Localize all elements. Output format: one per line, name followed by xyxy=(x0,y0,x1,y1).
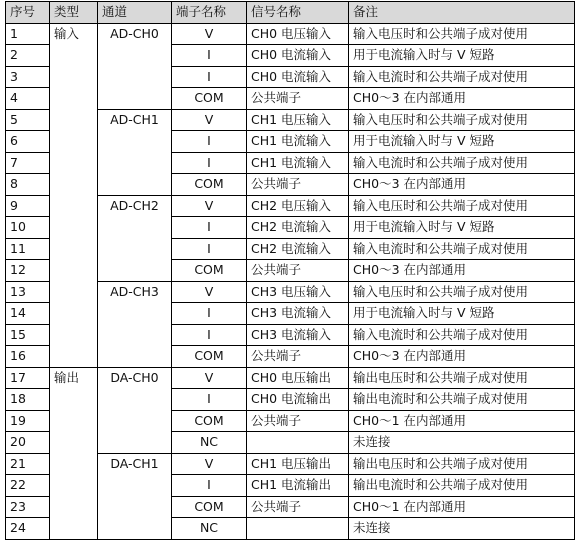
table-row xyxy=(6,23,575,45)
channel-cell: DA-CH1 xyxy=(98,453,172,539)
note-cell: 用于电流输入时与 V 短路 xyxy=(349,131,575,153)
row-number: 20 xyxy=(6,432,50,454)
terminal-name: V xyxy=(172,281,247,303)
signal-name: CH2 电流输入 xyxy=(247,238,349,260)
signal-name xyxy=(247,432,349,454)
signal-name: CH3 电流输入 xyxy=(247,303,349,325)
terminal-name: COM xyxy=(172,410,247,432)
note-cell: CH0～3 在内部通用 xyxy=(349,88,575,110)
signal-name: CH0 电压输入 xyxy=(247,23,349,45)
note-cell: CH0～3 在内部通用 xyxy=(349,174,575,196)
note-cell: 输入电流时和公共端子成对使用 xyxy=(349,66,575,88)
signal-name: CH3 电流输入 xyxy=(247,324,349,346)
row-number: 15 xyxy=(6,324,50,346)
terminal-name: V xyxy=(172,195,247,217)
note-cell: 未连接 xyxy=(349,518,575,540)
signal-name: CH3 电压输入 xyxy=(247,281,349,303)
row-number: 14 xyxy=(6,303,50,325)
signal-name: 公共端子 xyxy=(247,260,349,282)
note-cell: 输入电压时和公共端子成对使用 xyxy=(349,109,575,131)
terminal-name: COM xyxy=(172,174,247,196)
signal-name: CH1 电流输入 xyxy=(247,152,349,174)
table-body xyxy=(6,23,575,539)
terminal-name: I xyxy=(172,131,247,153)
row-number: 6 xyxy=(6,131,50,153)
signal-name: CH2 电压输入 xyxy=(247,195,349,217)
signal-name: CH1 电流输入 xyxy=(247,131,349,153)
terminal-name: I xyxy=(172,66,247,88)
row-number: 5 xyxy=(6,109,50,131)
row-number: 2 xyxy=(6,45,50,67)
terminal-name: NC xyxy=(172,432,247,454)
channel-cell: AD-CH0 xyxy=(98,23,172,109)
terminal-name: NC xyxy=(172,518,247,540)
note-cell: 用于电流输入时与 V 短路 xyxy=(349,303,575,325)
terminal-name: I xyxy=(172,389,247,411)
signal-name: 公共端子 xyxy=(247,346,349,368)
signal-name: CH1 电压输出 xyxy=(247,453,349,475)
channel-cell: DA-CH0 xyxy=(98,367,172,453)
header-row xyxy=(6,2,575,24)
note-cell: CH0～3 在内部通用 xyxy=(349,260,575,282)
signal-name: CH0 电流输出 xyxy=(247,389,349,411)
row-number: 9 xyxy=(6,195,50,217)
row-number: 10 xyxy=(6,217,50,239)
note-cell: 输出电流时和公共端子成对使用 xyxy=(349,475,575,497)
header-signal: 信号名称 xyxy=(247,2,349,24)
note-cell: CH0～1 在内部通用 xyxy=(349,410,575,432)
note-cell: 输入电流时和公共端子成对使用 xyxy=(349,152,575,174)
row-number: 17 xyxy=(6,367,50,389)
header-no: 序号 xyxy=(6,2,50,24)
row-number: 11 xyxy=(6,238,50,260)
signal-name: 公共端子 xyxy=(247,410,349,432)
note-cell: 输入电压时和公共端子成对使用 xyxy=(349,281,575,303)
note-cell: 输入电流时和公共端子成对使用 xyxy=(349,238,575,260)
note-cell: 输入电压时和公共端子成对使用 xyxy=(349,23,575,45)
row-number: 7 xyxy=(6,152,50,174)
note-cell: 输出电流时和公共端子成对使用 xyxy=(349,389,575,411)
row-number: 16 xyxy=(6,346,50,368)
terminal-name: I xyxy=(172,152,247,174)
channel-cell: AD-CH3 xyxy=(98,281,172,367)
signal-name: CH0 电流输入 xyxy=(247,45,349,67)
row-number: 3 xyxy=(6,66,50,88)
note-cell: CH0～1 在内部通用 xyxy=(349,496,575,518)
terminal-name: COM xyxy=(172,496,247,518)
terminal-table-container xyxy=(5,1,575,540)
signal-name: CH0 电流输入 xyxy=(247,66,349,88)
terminal-name: V xyxy=(172,109,247,131)
terminal-name: COM xyxy=(172,88,247,110)
header-note: 备注 xyxy=(349,2,575,24)
header-terminal: 端子名称 xyxy=(172,2,247,24)
note-cell: 输入电压时和公共端子成对使用 xyxy=(349,195,575,217)
row-number: 4 xyxy=(6,88,50,110)
note-cell: 输入电流时和公共端子成对使用 xyxy=(349,324,575,346)
channel-cell: AD-CH1 xyxy=(98,109,172,195)
header-type: 类型 xyxy=(50,2,98,24)
row-number: 23 xyxy=(6,496,50,518)
row-number: 19 xyxy=(6,410,50,432)
terminal-name: V xyxy=(172,367,247,389)
terminal-name: I xyxy=(172,324,247,346)
terminal-table xyxy=(5,1,575,540)
signal-name: 公共端子 xyxy=(247,88,349,110)
note-cell: 用于电流输入时与 V 短路 xyxy=(349,217,575,239)
signal-name: CH0 电压输出 xyxy=(247,367,349,389)
signal-name: 公共端子 xyxy=(247,174,349,196)
row-number: 24 xyxy=(6,518,50,540)
type-cell: 输出 xyxy=(50,367,98,539)
terminal-name: I xyxy=(172,303,247,325)
row-number: 18 xyxy=(6,389,50,411)
terminal-name: I xyxy=(172,238,247,260)
header-channel: 通道 xyxy=(98,2,172,24)
terminal-name: COM xyxy=(172,346,247,368)
type-cell: 输入 xyxy=(50,23,98,367)
note-cell: 输出电压时和公共端子成对使用 xyxy=(349,453,575,475)
note-cell: 用于电流输入时与 V 短路 xyxy=(349,45,575,67)
terminal-name: V xyxy=(172,453,247,475)
row-number: 21 xyxy=(6,453,50,475)
terminal-name: V xyxy=(172,23,247,45)
table-row xyxy=(6,367,575,389)
row-number: 13 xyxy=(6,281,50,303)
signal-name: 公共端子 xyxy=(247,496,349,518)
channel-cell: AD-CH2 xyxy=(98,195,172,281)
signal-name: CH1 电流输出 xyxy=(247,475,349,497)
terminal-name: I xyxy=(172,475,247,497)
signal-name: CH2 电流输入 xyxy=(247,217,349,239)
note-cell: 未连接 xyxy=(349,432,575,454)
note-cell: CH0～3 在内部通用 xyxy=(349,346,575,368)
terminal-name: I xyxy=(172,217,247,239)
terminal-name: COM xyxy=(172,260,247,282)
row-number: 8 xyxy=(6,174,50,196)
row-number: 1 xyxy=(6,23,50,45)
row-number: 12 xyxy=(6,260,50,282)
signal-name: CH1 电压输入 xyxy=(247,109,349,131)
signal-name xyxy=(247,518,349,540)
row-number: 22 xyxy=(6,475,50,497)
note-cell: 输出电压时和公共端子成对使用 xyxy=(349,367,575,389)
terminal-name: I xyxy=(172,45,247,67)
